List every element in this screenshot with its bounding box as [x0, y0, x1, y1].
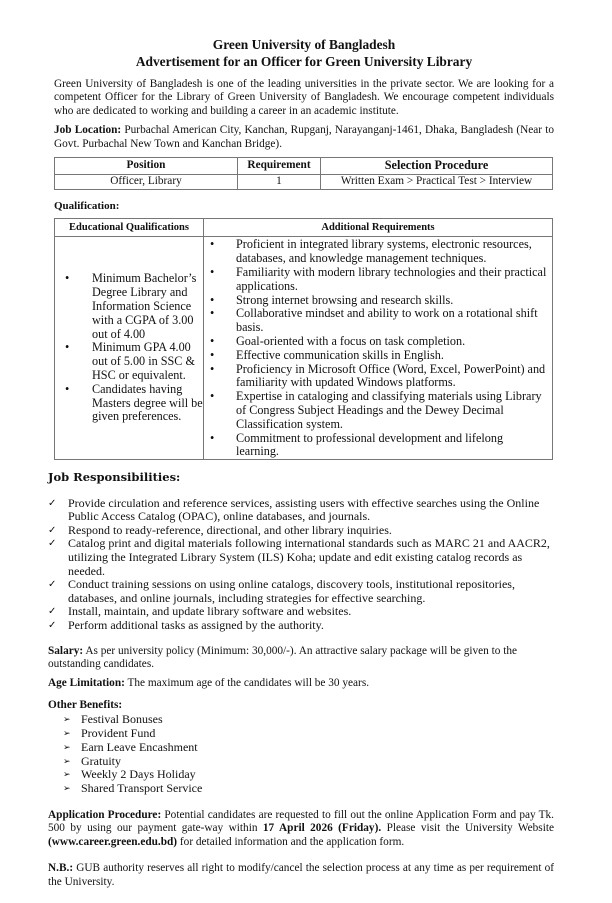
qualification-table — [54, 218, 553, 460]
list-item: • Minimum Bachelor’s Degree Library and Information Science with a CGPA of 3.00 out of 4.00 — [65, 271, 197, 341]
salary-value: As per university policy (Minimum: 30,000/-). An attractive salary package will be given to the outstanding candidates. — [48, 644, 518, 670]
intro-paragraph: Green University of Bangladesh is one of the leading universities in the private sector. We are looking for a competent Officer for the Library of Green University of Bangladesh. We encourage competent individuals who are dedicated to working and building a career in an academic institute. — [54, 78, 554, 117]
career-website-link[interactable]: (www.career.green.edu.bd) — [48, 835, 178, 848]
bullet-icon: • — [65, 340, 70, 355]
list-item: ✓ Install, maintain, and update library software and websites. — [48, 604, 352, 619]
list-item: • Effective communication skills in English. — [210, 347, 444, 362]
list-item: ➢ Provident Fund — [63, 725, 156, 740]
educational-qualifications-cell — [55, 237, 204, 460]
list-item: ➢ Weekly 2 Days Holiday — [63, 767, 196, 782]
responsibilities-heading: Job Responsibilities: — [48, 470, 181, 485]
position-table — [54, 157, 553, 190]
benefits-heading: Other Benefits: — [48, 698, 123, 711]
list-item: • Collaborative mindset and ability to work on a rotational shift basis. — [210, 306, 538, 335]
cell-position: Officer, Library — [55, 175, 238, 190]
list-item: ✓ Provide circulation and reference services, assisting users with effective searches using the Online Public Access Catalog (OPAC), online databases, and journals. — [48, 495, 540, 524]
checkmark-icon: ✓ — [48, 619, 57, 631]
additional-list — [204, 237, 552, 459]
checkmark-icon: ✓ — [48, 579, 57, 591]
header-requirement: Requirement — [238, 158, 321, 175]
list-item: • Proficient in integrated library systems, electronic resources, databases, and knowledge management techniques. — [210, 237, 532, 266]
checkmark-icon: ✓ — [48, 606, 57, 618]
arrow-bullet-icon: ➢ — [63, 769, 71, 780]
cell-requirement: 1 — [238, 175, 321, 190]
list-item: ➢ Festival Bonuses — [63, 712, 163, 727]
list-item: • Familiarity with modern library technologies and their practical applications. — [210, 265, 547, 293]
list-item: ✓ Conduct training sessions on using online catalogs, discovery tools, institutional repositories, databases, and online journals, including strategies for effective searching. — [48, 577, 515, 605]
table-row — [55, 175, 553, 190]
bullet-icon: • — [210, 306, 215, 321]
bullet-icon: • — [210, 361, 215, 376]
list-item: ✓ Respond to ready-reference, directional, and other library inquiries. — [48, 522, 392, 537]
qualification-label: Qualification: — [54, 200, 120, 213]
bullet-icon: • — [210, 347, 215, 362]
list-item: • Expertise in cataloging and classifying materials using Library of Congress Subject Headings and the Dewey Decimal Classification system. — [210, 389, 542, 431]
arrow-bullet-icon: ➢ — [63, 741, 71, 752]
age-value: The maximum age of the candidates will be 30 years. — [124, 677, 370, 690]
list-item: • Goal-oriented with a focus on task completion. — [210, 334, 466, 349]
age-label: Age Limitation: — [48, 677, 125, 690]
advertisement-title: Advertisement for an Officer for Green University Library — [135, 54, 473, 69]
checkmark-icon: ✓ — [48, 524, 57, 536]
additional-requirements-cell — [204, 237, 553, 460]
salary-label: Salary: — [48, 644, 84, 657]
benefits-list — [63, 713, 554, 796]
arrow-bullet-icon: ➢ — [63, 714, 71, 725]
table-row — [55, 237, 553, 460]
university-title: Green University of Bangladesh — [212, 37, 396, 52]
bullet-icon: • — [210, 430, 215, 445]
arrow-bullet-icon: ➢ — [63, 755, 71, 766]
application-label: Application Procedure: — [48, 808, 162, 821]
list-item: • Strong internet browsing and research skills. — [210, 292, 454, 307]
bullet-icon: • — [65, 381, 70, 396]
list-item: • Proficiency in Microsoft Office (Word, Excel, PowerPoint) and familiarity with updated Windows platforms. — [210, 361, 546, 390]
bullet-icon: • — [210, 265, 215, 280]
job-location-label: Job Location: — [54, 124, 122, 137]
application-deadline: 17 April 2026 (Friday). — [262, 822, 382, 835]
list-item: • Minimum GPA 4.00 out of 5.00 in SSC & HSC or equivalent. — [65, 340, 195, 382]
job-location-value: Purbachal American City, Kanchan, Rupganj, Narayanganj-1461, Dhaka, Bangladesh (Near to Govt. Purbachal New Town and Kanchan Bridge). — [54, 124, 555, 150]
bullet-icon: • — [210, 292, 215, 307]
salary — [48, 645, 554, 672]
list-item: ➢ Gratuity — [63, 753, 121, 768]
checkmark-icon: ✓ — [48, 497, 57, 509]
nota-bene — [48, 862, 554, 889]
bullet-icon: • — [210, 237, 215, 252]
bullet-icon: • — [210, 389, 215, 404]
list-item: ✓ Catalog print and digital materials following international standards such as MARC 21 and AACR2, utilizing the Integrated Library System (ILS) Koha; update and edit existing catalog records as needed. — [48, 536, 550, 578]
qualification-table-header — [55, 219, 553, 237]
header-additional-requirements: Additional Requirements — [204, 219, 553, 237]
list-item: ➢ Earn Leave Encashment — [63, 739, 198, 754]
arrow-bullet-icon: ➢ — [63, 727, 71, 738]
header-educational-qualifications: Educational Qualifications — [55, 219, 204, 237]
list-item: • Candidates having Masters degree will be given preferences. — [65, 381, 203, 424]
header-position: Position — [55, 158, 238, 175]
job-advertisement — [48, 36, 555, 889]
job-location — [54, 124, 554, 151]
age-limitation — [48, 677, 554, 690]
application-procedure: Application Procedure: Potential candidates are requested to fill out the online Application Form and pay Tk. 500 by using our payment gate-way within 17 April 2026 (Friday). Please visit the University Website (www.career.green.edu.bd) for detailed information and the application form. — [48, 808, 555, 848]
arrow-bullet-icon: ➢ — [63, 783, 71, 794]
list-item: • Commitment to professional development and lifelong learning. — [210, 430, 504, 459]
list-item: ✓ Perform additional tasks as assigned by the authority. — [48, 617, 324, 632]
nb-value: GUB authority reserves all right to modify/cancel the selection process at any time as per requirement of the University. — [48, 862, 554, 888]
list-item: ➢ Shared Transport Service — [63, 781, 203, 796]
bullet-icon: • — [65, 271, 70, 286]
checkmark-icon: ✓ — [48, 538, 57, 550]
header-selection-procedure: Selection Procedure — [321, 158, 553, 175]
responsibilities-list — [48, 497, 554, 633]
educational-list — [55, 266, 203, 430]
nb-label: N.B.: — [48, 862, 74, 875]
cell-selection-procedure: Written Exam > Practical Test > Interview — [321, 175, 553, 190]
position-table-header — [55, 158, 553, 175]
bullet-icon: • — [210, 334, 215, 349]
